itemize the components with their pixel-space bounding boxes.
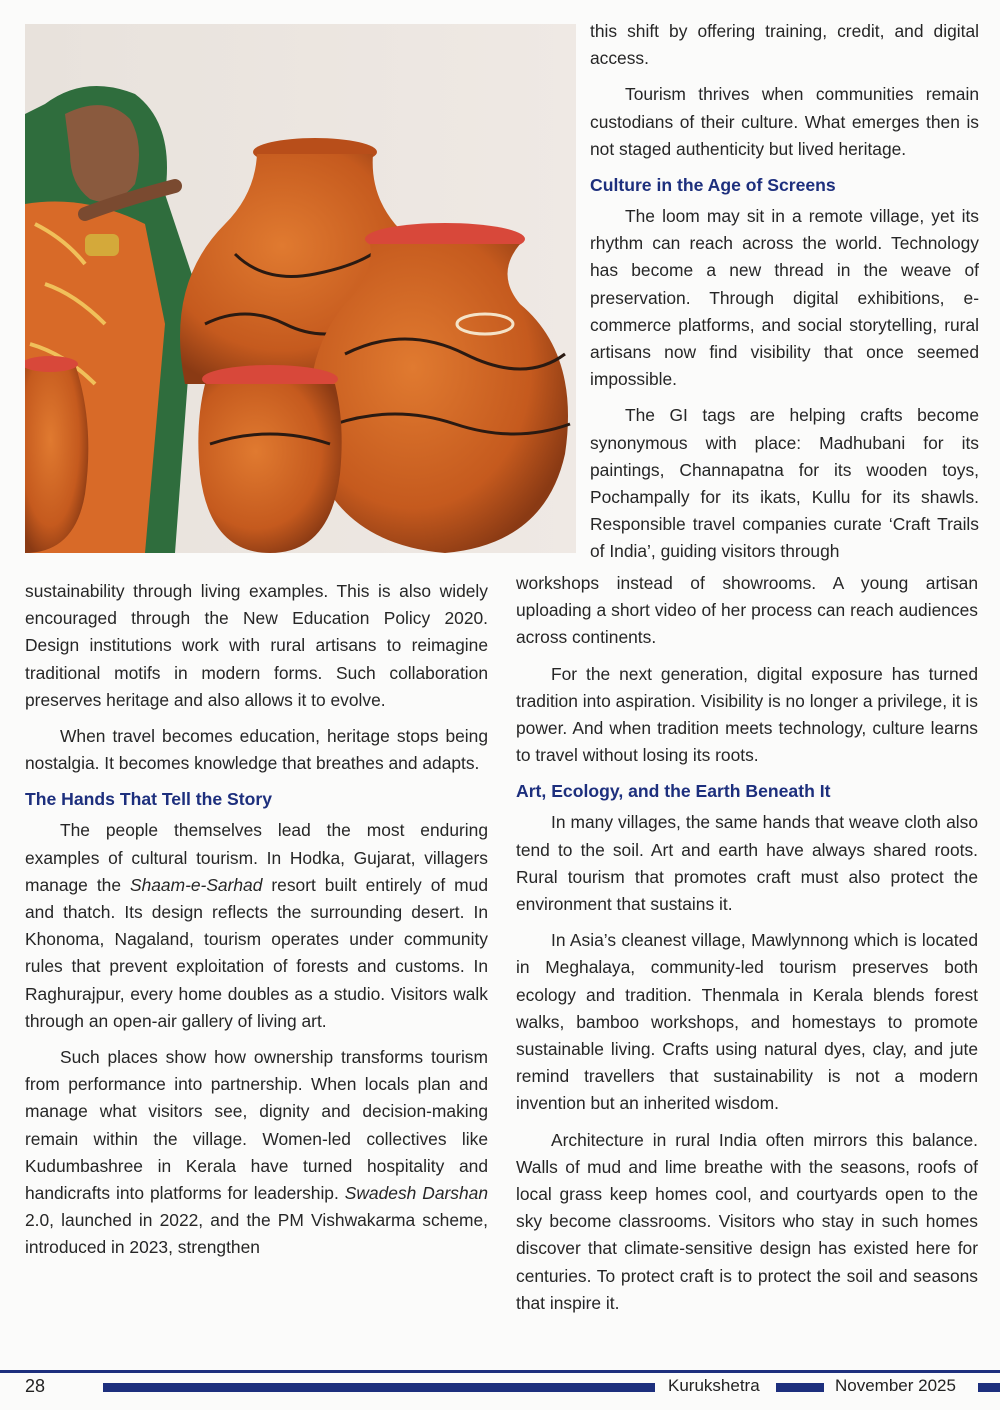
paragraph: The people themselves lead the most enduring examples of cultural tourism. In Hodka, Gujarat, villagers manage the Shaam-e-Sarhad resort built entirely of mud and thatch. Its design reflects the surrounding desert. In Khonoma, Nagaland, tourism operates under community rules that prevent exploitation of forests and customs. In Raghurajpur, every home doubles as a studio. Visitors walk through an open-air gallery of living art. xyxy=(25,820,488,1031)
footer-bar xyxy=(103,1383,655,1392)
magazine-name: Kurukshetra xyxy=(668,1376,760,1395)
page-number: 28 xyxy=(25,1376,46,1396)
paragraph: When travel becomes education, heritage stops being nostalgia. It becomes knowledge that breathes and adapts. xyxy=(25,726,488,774)
section-heading: Art, Ecology, and the Earth Beneath It xyxy=(516,781,831,802)
section-heading: The Hands That Tell the Story xyxy=(25,789,272,810)
paragraph: this shift by offering training, credit, and digital access. xyxy=(590,21,979,69)
article-column-top-right xyxy=(590,18,979,575)
article-column-left xyxy=(25,578,488,1271)
paragraph: For the next generation, digital exposure has turned tradition into aspiration. Visibility is no longer a privilege, it is power. And when tradition meets technology, culture learns to travel without losing its roots. xyxy=(516,663,978,766)
footer-bar xyxy=(978,1383,1000,1392)
paragraph: sustainability through living examples. This is also widely encouraged through the New Education Policy 2020. Design institutions work with rural artisans to reimagine traditional motifs in modern forms. Such collaboration preserves heritage and also allows it to evolve. xyxy=(25,581,488,710)
paragraph: Tourism thrives when communities remain custodians of their culture. What emerges then is not staged authenticity but lived heritage. xyxy=(590,84,979,159)
article-column-right xyxy=(516,570,978,1326)
paragraph: In many villages, the same hands that weave cloth also tend to the soil. Art and earth have always shared roots. Rural tourism that promotes craft must also protect the environment that sustains it. xyxy=(516,812,978,915)
issue-date: November 2025 xyxy=(835,1376,956,1395)
page-footer xyxy=(0,1368,1000,1410)
paragraph: The loom may sit in a remote village, yet its rhythm can reach across the world. Technology has become a new thread in the weave of preservation. Through digital exhibitions, e-commerce platforms, and social storytelling, rural artisans now find visibility that once seemed impossible. xyxy=(590,206,979,390)
artisan-painting-pots-photo xyxy=(25,24,576,553)
footer-rule xyxy=(0,1370,1000,1373)
paragraph: Such places show how ownership transforms tourism from performance into partnership. When locals plan and manage what visitors see, dignity and decision-making remain within the village. Women-led collectives like Kudumbashree in Kerala have turned hospitality and handicrafts into platforms for leadership. Swadesh Darshan 2.0, launched in 2022, and the PM Vishwakarma scheme, introduced in 2023, strengthen xyxy=(25,1047,488,1258)
paragraph: workshops instead of showrooms. A young artisan uploading a short video of her process can reach audiences across continents. xyxy=(516,573,978,648)
footer-bar xyxy=(776,1383,824,1392)
section-heading: Culture in the Age of Screens xyxy=(590,175,836,196)
paragraph: In Asia’s cleanest village, Mawlynnong which is located in Meghalaya, community-led tourism preserves both ecology and tradition. Thenmala in Kerala blends forest walks, bamboo workshops, and homestays to promote sustainable living. Crafts using natural dyes, clay, and jute remind travellers that sustainability is not a modern invention but an inherited wisdom. xyxy=(516,930,978,1114)
paragraph: Architecture in rural India often mirrors this balance. Walls of mud and lime breathe with the seasons, roofs of local grass keep homes cool, and courtyards open to the sky become classrooms. Visitors who stay in such homes discover that climate-sensitive design has existed here for centuries. To protect craft is to protect the soil and seasons that inspire it. xyxy=(516,1129,978,1313)
paragraph: The GI tags are helping crafts become synonymous with place: Madhubani for its paintings, Channapatna for its wooden toys, Pochampally for its ikats, Kullu for its shawls. Responsible travel companies curate ‘Craft Trails of India’, guiding visitors through xyxy=(590,405,979,562)
